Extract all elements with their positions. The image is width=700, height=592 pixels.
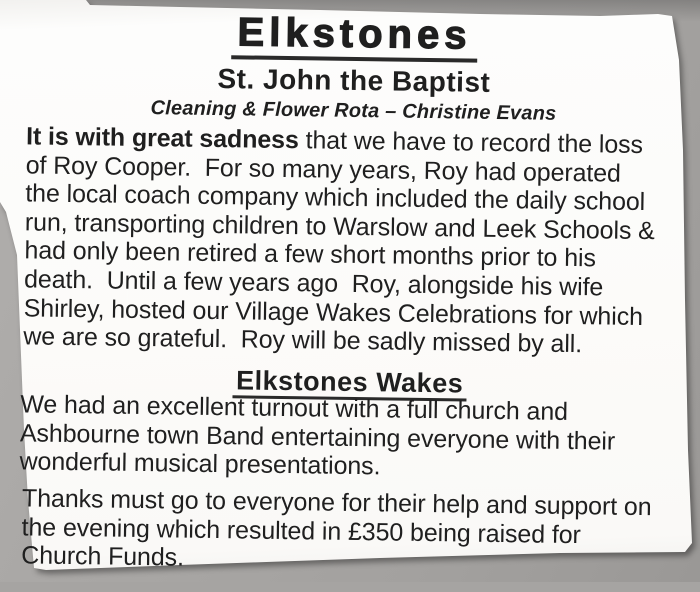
wakes-turnout-paragraph: We had an excellent turnout with a full church and Ashbourne town Band entertaining everyone with their wonderful musical presentations.	[19, 390, 616, 481]
page-title: Elkstones	[231, 12, 478, 62]
obituary-paragraph	[23, 122, 694, 360]
rota-line: Cleaning & Flower Rota – Christine Evans	[150, 97, 557, 125]
obituary-lead-bold: It is with great sadness	[25, 122, 299, 155]
church-name: St. John the Baptist	[217, 63, 491, 98]
rota-row	[0, 95, 700, 127]
wakes-heading: Elkstones Wakes	[233, 366, 467, 401]
obituary-lead-rest: that we have to record the loss	[298, 126, 644, 159]
obituary-body: of Roy Cooper. For so many years, Roy had operated the local coach company which included the daily school run, transporting children to Warslow and Leek Schools & had only been retired a few short months prior to his death. Until a few years ago Roy, alongside his wife Shirley, hosted our Village Wakes Celebrations for which we are so grateful. Roy will be sadly missed by all.	[23, 150, 655, 359]
wakes-thanks-paragraph: Thanks must go to everyone for their help and support on the evening which resulted in £350 being raised for Church Funds.	[21, 484, 652, 572]
title-row	[0, 9, 700, 66]
subtitle-row	[0, 61, 700, 101]
